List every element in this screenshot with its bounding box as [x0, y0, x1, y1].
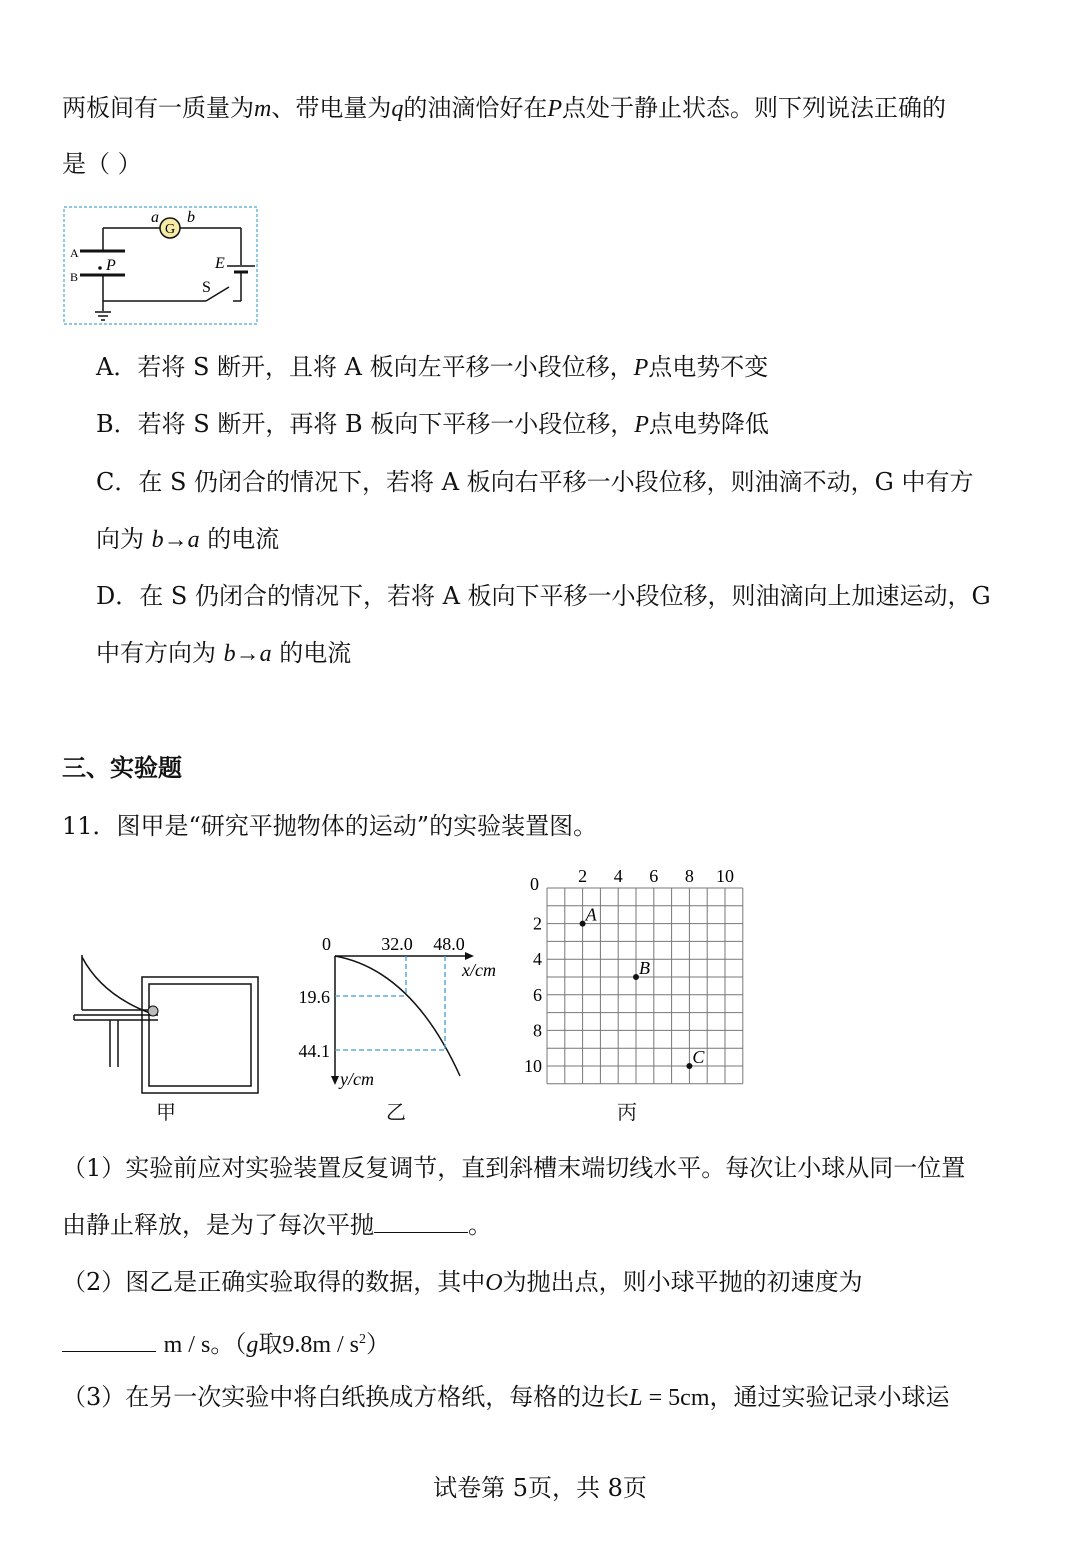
stem-text: 的油滴恰好在	[403, 94, 548, 122]
trajectory-graph	[282, 930, 512, 1090]
var-m: m	[254, 96, 272, 122]
grid-point-label: B	[639, 958, 650, 978]
grid-x-tick: 4	[613, 866, 623, 886]
grid-x-tick: 8	[684, 866, 694, 886]
option-c-line-2[interactable]: 向为 b→a 的电流	[96, 525, 280, 553]
board-outer	[142, 977, 258, 1093]
grid-y-tick: 6	[533, 984, 542, 1005]
y-axis-label: y/cm	[340, 1069, 374, 1089]
grid-origin-label: 0	[530, 874, 539, 894]
caption-bing: 丙	[617, 1100, 637, 1124]
slope-chute	[82, 957, 150, 1013]
origin-label: 0	[322, 934, 331, 954]
y-tick-44-1: 44.1	[298, 1041, 330, 1061]
label-E: E	[215, 255, 225, 272]
grid-graph	[515, 862, 745, 1094]
grid-y-tick: 2	[533, 913, 542, 934]
apparatus-figure	[72, 955, 264, 1095]
stem-text: 点处于静止状态。则下列说法正确的	[562, 94, 947, 122]
answer-blank-1[interactable]	[374, 1210, 468, 1233]
label-B: B	[70, 270, 79, 284]
q11-intro: 11．图甲是“研究平抛物体的运动”的实验装置图。	[62, 812, 598, 840]
grid-x-tick: 2	[578, 866, 588, 886]
trajectory-curve	[335, 956, 460, 1076]
grid-y-tick: 10	[524, 1056, 542, 1076]
question-stem-line-2: 是（ ）	[62, 150, 142, 178]
grid-y-tick: 4	[533, 949, 542, 970]
label-G: G	[164, 222, 176, 237]
stem-text: 、带电量为	[271, 94, 392, 122]
y-axis-arrow	[331, 1076, 339, 1085]
option-d-line-2[interactable]: 中有方向为 b→a 的电流	[96, 639, 352, 667]
x-axis-label: x/cm	[462, 960, 496, 980]
label-A: A	[70, 246, 79, 260]
option-d-line-1[interactable]: D．在 S 仍闭合的情况下，若将 A 板向下平移一小段位移，则油滴向上加速运动，G	[96, 582, 991, 610]
var-q: q	[391, 96, 404, 122]
circuit-diagram	[63, 206, 259, 326]
y-tick-19-6: 19.6	[298, 987, 330, 1007]
q11-part2-line-1: （2）图乙是正确实验取得的数据，其中O为抛出点，则小球平抛的初速度为	[62, 1268, 863, 1296]
var-o: O	[485, 1270, 503, 1296]
question-stem-line-1	[62, 92, 946, 125]
var-p: P	[547, 96, 563, 122]
answer-blank-2[interactable]	[62, 1329, 156, 1352]
option-b[interactable]: B．若将 S 断开，再将 B 板向下平移一小段位移，P点电势降低	[96, 410, 769, 438]
label-b: b	[187, 209, 195, 226]
label-P: P	[106, 257, 116, 274]
page-footer: 试卷第 5页，共 8页	[433, 1474, 647, 1502]
label-S: S	[202, 279, 211, 296]
q11-part3-line-1: （3）在另一次实验中将白纸换成方格纸，每格的边长L = 5cm，通过实验记录小球运	[62, 1383, 950, 1411]
grid-point-label: A	[585, 904, 597, 925]
q11-part2-line-2: m / s。（g取$9.8m / s^2$）	[62, 1324, 390, 1361]
x-axis-arrow	[465, 952, 474, 960]
x-tick-48: 48.0	[433, 934, 465, 954]
caption-jia: 甲	[156, 1100, 176, 1124]
q11-part1-line-1: （1）实验前应对实验装置反复调节，直到斜槽末端切线水平。每次让小球从同一位置	[62, 1154, 966, 1182]
grid-point-label: C	[692, 1047, 705, 1067]
q11-part1-line-2: 由静止释放，是为了每次平抛 。	[62, 1211, 492, 1239]
stem-text: 两板间有一质量为	[62, 94, 254, 122]
x-tick-32: 32.0	[381, 934, 413, 954]
grid-x-tick: 6	[649, 866, 659, 886]
oil-drop-dot	[98, 266, 102, 270]
grid-y-tick: 8	[533, 1020, 542, 1041]
grid-x-tick: 10	[716, 866, 734, 886]
ball	[148, 1006, 158, 1016]
board-inner	[149, 984, 251, 1086]
option-a[interactable]: A．若将 S 断开，且将 A 板向左平移一小段位移，P点电势不变	[96, 353, 769, 381]
section-title: 三、实验题	[62, 753, 182, 782]
label-a: a	[151, 209, 159, 226]
caption-yi: 乙	[386, 1100, 406, 1124]
option-c-line-1[interactable]: C．在 S 仍闭合的情况下，若将 A 板向右平移一小段位移，则油滴不动，G 中有方	[96, 468, 974, 496]
ground-icon	[95, 312, 111, 320]
